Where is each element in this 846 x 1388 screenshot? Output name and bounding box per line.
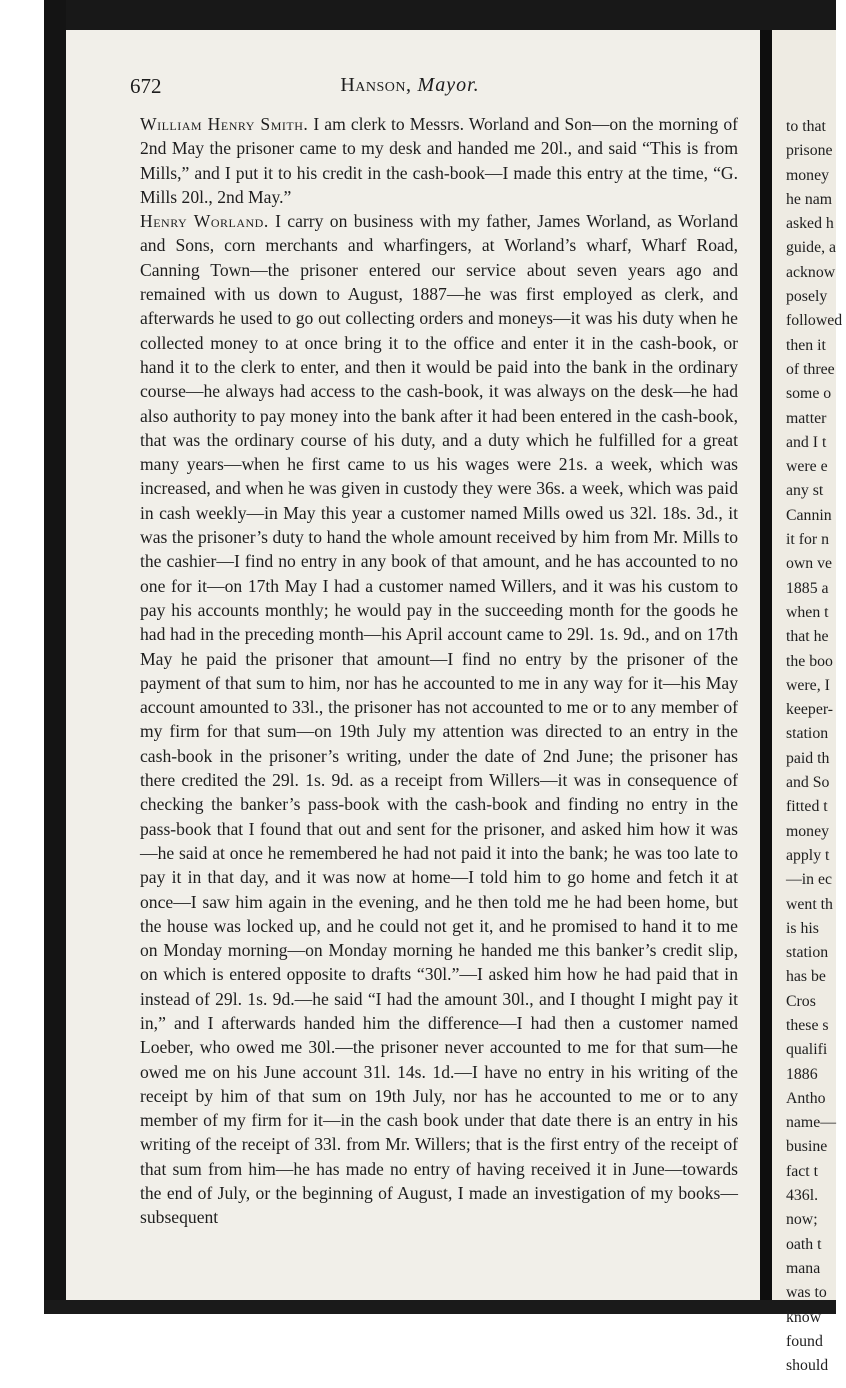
facing-page-line: posely xyxy=(786,288,828,306)
facing-page-line: now; xyxy=(786,1211,818,1229)
facing-page-line: oath t xyxy=(786,1235,822,1253)
facing-page-line: qualifi xyxy=(786,1041,828,1059)
running-head-title: Mayor. xyxy=(417,74,480,96)
book-gutter xyxy=(760,30,772,1305)
facing-page-line: should xyxy=(786,1357,829,1375)
facing-page-line: station xyxy=(786,944,829,962)
facing-page-line: matter xyxy=(786,409,827,427)
facing-page-line: apply t xyxy=(786,846,830,864)
facing-page-line: and So xyxy=(786,774,830,792)
facing-page-line: money xyxy=(786,822,829,840)
facing-page-line: keeper- xyxy=(786,701,834,719)
facing-page-line: fact t xyxy=(786,1162,819,1180)
facing-page-line: he nam xyxy=(786,190,833,208)
facing-page-line: were, I xyxy=(786,676,830,694)
facing-page-line: asked h xyxy=(786,215,834,233)
facing-page-line: —in ec xyxy=(786,871,833,889)
facing-page-line: 1886 xyxy=(786,1065,818,1083)
running-head-name: Hanson, xyxy=(340,74,412,96)
body-text xyxy=(140,112,738,1230)
facing-page-line: the boo xyxy=(786,652,833,670)
paragraph-worland xyxy=(140,209,738,1229)
facing-page-line: own ve xyxy=(786,555,833,573)
running-head xyxy=(130,74,690,97)
facing-page-fragments xyxy=(786,115,846,1378)
facing-page-line: Antho xyxy=(786,1089,826,1107)
facing-page-line: and I t xyxy=(786,433,827,451)
facing-page-line: 1885 a xyxy=(786,579,829,597)
facing-page-line: guide, a xyxy=(786,239,837,257)
facing-page-line: mana xyxy=(786,1259,821,1277)
facing-page-line: acknow xyxy=(786,263,836,281)
facing-page-line: when t xyxy=(786,603,829,621)
facing-page-line: Cros xyxy=(786,992,816,1010)
facing-page-line: 436l. xyxy=(786,1187,819,1205)
facing-page-line: of three xyxy=(786,360,835,378)
paragraph-text: I am clerk to Messrs. Worland and Son—on the morning of 2nd May the prisoner came to my desk and handed me 20l., and said “This is from Mills,” and I put it to his credit in the cash-book—I made this entry at the time, “G. Mills 20l., 2nd May.” xyxy=(140,114,738,207)
facing-page-line: fitted t xyxy=(786,798,828,816)
facing-page-line: know xyxy=(786,1308,822,1326)
facing-page-line: paid th xyxy=(786,749,830,767)
facing-page-line: found xyxy=(786,1332,823,1350)
facing-page-line: prisone xyxy=(786,142,833,160)
facing-page-line: money xyxy=(786,166,829,184)
scanner-frame-top xyxy=(44,0,836,34)
facing-page-line: were e xyxy=(786,458,828,476)
facing-page-line: then it xyxy=(786,336,826,354)
speaker-name: Henry Worland. xyxy=(140,211,269,232)
facing-page-line: it for n xyxy=(786,531,829,549)
facing-page-line: some o xyxy=(786,385,832,403)
scanner-frame-left xyxy=(44,0,66,1310)
speaker-name: William Henry Smith. xyxy=(140,114,309,134)
page-header xyxy=(130,70,750,104)
facing-page-line: these s xyxy=(786,1016,829,1034)
facing-page-line: was to xyxy=(786,1284,827,1302)
facing-page-line: is his xyxy=(786,919,819,937)
facing-page-line: any st xyxy=(786,482,824,500)
paragraph-text: I carry on business with my father, James Worland, as Worland and Sons, corn merchants and wharfingers, at Worland’s wharf, Wharf Road, Canning Town—the prisoner entered our service about seven years ago and remained with us down to August, 1887—he was first employed as clerk, and afterwards he used to go out collecting orders and moneys—it was his duty when he collected money to at once bring it to the office and enter it in the cash-book, or hand it to the clerk to enter, and then it would be paid into the bank in the ordinary course—he always had access to the cash-book, it was always on the desk—he had also authority to pay money into the bank after it had been entered in the cash-book, that was the ordinary course of his duty, and a duty which he fulfilled for a great many years—when he first came to us his wages were 21s. a week, which was increased, and when he was given in custody they were 36s. a week, which was paid in cash weekly—in May this year a customer named Mills owed us 32l. 18s. 3d., it was the prisoner’s duty to hand the whole amount received by him from Mr. Mills to the cashier—I find no entry in any book of that amount, and he has accounted to no one for it—on 17th May I had a customer named Willers, and it was his custom to pay his accounts monthly; he would pay in the succeeding month for the goods he had had in the preceding month—his April account came to 29l. 1s. 9d., and on 17th May he paid the prisoner that amount—I find no entry by the prisoner of the payment of that sum to him, nor has he accounted to me in any way for it—his May account amounted to 33l., the prisoner has not accounted to me or to any member of my firm for that sum—on 19th July my attention was directed to an entry in the cash-book in the prisoner’s writing, under the date of 2nd June; the prisoner has there credited the 29l. 1s. 9d. as a receipt from Willers—it was in consequence of checking the banker’s pass-book with the cash-book and finding no entry in the pass-book that I found that out and sent for the prisoner, and asked him how it was—he said at once he remembered he had not paid it into the bank; he was too late to pay it in that day, and it was now at home—I told him to go home and fetch it at once—I saw him again in the evening, and he then told me he had been home, but the house was locked up, and he could not get it, and he promised to hand it to me on Monday morning—on Monday morning he handed me this banker’s credit slip, on which is entered opposite to drafts “30l.”—I asked him how he had paid that in instead of 29l. 1s. 9d.—he said “I had the amount 30l., and I thought I might pay it in,” and I afterwards handed him the difference—I had then a customer named Loeber, who owed me 30l.—the prisoner never accounted to me for that sum—he owed me on his June account 31l. 14s. 1d.—I have no entry in his writing of the receipt by him of that sum on 19th July, nor has he accounted to me or to any member of my firm for it—in the cash book under that date there is an entry in his writing of the receipt of 33l. from Mr. Willers; that is the first entry of the receipt of that sum from him—he has made no entry of having received it in June—towards the end of July, or the beginning of August, I made an investigation of my books—subsequent xyxy=(140,211,738,1228)
paragraph-smith xyxy=(140,112,738,209)
facing-page-line: followed xyxy=(786,312,843,330)
facing-page-line: Cannin xyxy=(786,506,832,524)
facing-page-line: that he xyxy=(786,628,829,646)
scanner-frame-bottom xyxy=(44,1300,836,1314)
facing-page-line: station xyxy=(786,725,829,743)
facing-page-line: name— xyxy=(786,1114,837,1132)
facing-page-line: busine xyxy=(786,1138,828,1156)
facing-page-line: went th xyxy=(786,895,833,913)
facing-page-line: to that xyxy=(786,118,826,135)
facing-page-line: has be xyxy=(786,968,826,986)
page-number: 672 xyxy=(130,74,162,98)
